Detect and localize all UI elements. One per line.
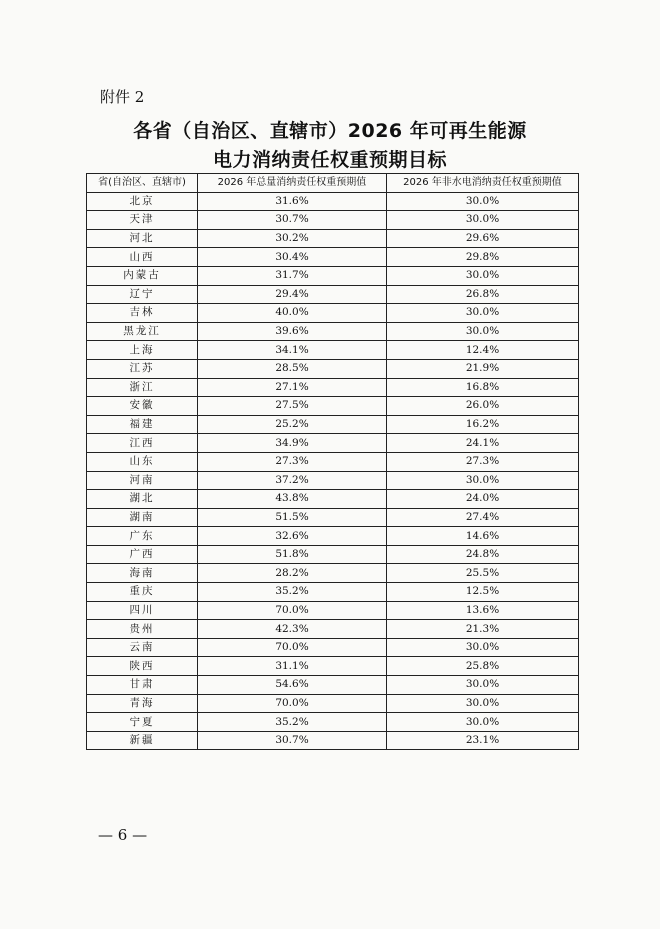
nonhydro-weight-cell: 16.2% [387,415,579,434]
province-cell: 湖北 [87,490,198,509]
province-cell: 上海 [87,341,198,360]
table-row [87,564,579,583]
table-row [87,527,579,546]
province-cell: 河南 [87,471,198,490]
total-weight-cell: 31.1% [198,657,387,676]
province-cell: 山西 [87,248,198,267]
header-total-weight: 2026 年总量消纳责任权重预期值 [198,174,387,193]
table-row [87,397,579,416]
province-cell: 四川 [87,601,198,620]
province-cell: 江苏 [87,359,198,378]
total-weight-cell: 29.4% [198,285,387,304]
nonhydro-weight-cell: 12.5% [387,583,579,602]
province-cell: 天津 [87,211,198,230]
total-weight-cell: 28.2% [198,564,387,583]
nonhydro-weight-cell: 27.4% [387,508,579,527]
province-cell: 吉林 [87,304,198,323]
table-row [87,601,579,620]
total-weight-cell: 70.0% [198,694,387,713]
province-cell: 浙江 [87,378,198,397]
table-row [87,266,579,285]
total-weight-cell: 30.7% [198,731,387,750]
nonhydro-weight-cell: 24.8% [387,545,579,564]
table-row [87,211,579,230]
province-cell: 宁夏 [87,713,198,732]
province-cell: 山东 [87,452,198,471]
table-row [87,490,579,509]
total-weight-cell: 27.1% [198,378,387,397]
header-nonhydro-weight: 2026 年非水电消纳责任权重预期值 [387,174,579,193]
document-title-line2: 电力消纳责任权重预期目标 [212,149,447,171]
table-row [87,229,579,248]
province-cell: 江西 [87,434,198,453]
nonhydro-weight-cell: 30.0% [387,676,579,695]
province-cell: 黑龙江 [87,322,198,341]
province-cell: 广西 [87,545,198,564]
province-cell: 甘肃 [87,676,198,695]
table-row [87,583,579,602]
table-row [87,508,579,527]
province-cell: 重庆 [87,583,198,602]
total-weight-cell: 40.0% [198,304,387,323]
nonhydro-weight-cell: 21.3% [387,620,579,639]
total-weight-cell: 27.5% [198,397,387,416]
total-weight-cell: 39.6% [198,322,387,341]
province-cell: 福建 [87,415,198,434]
nonhydro-weight-cell: 30.0% [387,638,579,657]
nonhydro-weight-cell: 21.9% [387,359,579,378]
nonhydro-weight-cell: 27.3% [387,452,579,471]
table-row [87,322,579,341]
table-row [87,415,579,434]
province-cell: 广东 [87,527,198,546]
table-row [87,248,579,267]
total-weight-cell: 30.7% [198,211,387,230]
province-cell: 河北 [87,229,198,248]
nonhydro-weight-cell: 25.5% [387,564,579,583]
nonhydro-weight-cell: 24.1% [387,434,579,453]
total-weight-cell: 37.2% [198,471,387,490]
table-row [87,545,579,564]
nonhydro-weight-cell: 29.8% [387,248,579,267]
total-weight-cell: 51.8% [198,545,387,564]
nonhydro-weight-cell: 30.0% [387,471,579,490]
total-weight-cell: 30.2% [198,229,387,248]
table-row [87,731,579,750]
table-row [87,359,579,378]
nonhydro-weight-cell: 16.8% [387,378,579,397]
total-weight-cell: 54.6% [198,676,387,695]
nonhydro-weight-cell: 29.6% [387,229,579,248]
total-weight-cell: 35.2% [198,583,387,602]
province-cell: 贵州 [87,620,198,639]
province-cell: 安徽 [87,397,198,416]
weights-table [86,173,579,750]
nonhydro-weight-cell: 30.0% [387,192,579,211]
nonhydro-weight-cell: 30.0% [387,304,579,323]
total-weight-cell: 43.8% [198,490,387,509]
total-weight-cell: 27.3% [198,452,387,471]
total-weight-cell: 35.2% [198,713,387,732]
total-weight-cell: 34.9% [198,434,387,453]
table-header-row [87,174,579,193]
total-weight-cell: 70.0% [198,601,387,620]
province-cell: 新疆 [87,731,198,750]
nonhydro-weight-cell: 30.0% [387,211,579,230]
table-row [87,452,579,471]
nonhydro-weight-cell: 14.6% [387,527,579,546]
province-cell: 陕西 [87,657,198,676]
nonhydro-weight-cell: 26.8% [387,285,579,304]
document-title-line1: 各省（自治区、直辖市）2026 年可再生能源 [133,120,527,142]
table-row [87,434,579,453]
province-cell: 辽宁 [87,285,198,304]
table-row [87,657,579,676]
province-cell: 云南 [87,638,198,657]
nonhydro-weight-cell: 30.0% [387,713,579,732]
table-row [87,694,579,713]
table-row [87,638,579,657]
province-cell: 湖南 [87,508,198,527]
total-weight-cell: 70.0% [198,638,387,657]
nonhydro-weight-cell: 12.4% [387,341,579,360]
total-weight-cell: 31.6% [198,192,387,211]
table-row [87,378,579,397]
table-row [87,304,579,323]
nonhydro-weight-cell: 25.8% [387,657,579,676]
province-cell: 青海 [87,694,198,713]
nonhydro-weight-cell: 30.0% [387,694,579,713]
total-weight-cell: 51.5% [198,508,387,527]
province-cell: 北京 [87,192,198,211]
nonhydro-weight-cell: 30.0% [387,322,579,341]
table-row [87,713,579,732]
nonhydro-weight-cell: 13.6% [387,601,579,620]
nonhydro-weight-cell: 26.0% [387,397,579,416]
total-weight-cell: 42.3% [198,620,387,639]
total-weight-cell: 30.4% [198,248,387,267]
total-weight-cell: 32.6% [198,527,387,546]
page-number: — 6 — [98,826,148,844]
nonhydro-weight-cell: 30.0% [387,266,579,285]
total-weight-cell: 34.1% [198,341,387,360]
nonhydro-weight-cell: 24.0% [387,490,579,509]
attachment-label: 附件 2 [100,88,145,106]
header-province: 省(自治区、直辖市) [87,174,198,193]
total-weight-cell: 28.5% [198,359,387,378]
table-row [87,285,579,304]
total-weight-cell: 31.7% [198,266,387,285]
table-row [87,341,579,360]
table-row [87,192,579,211]
table-row [87,471,579,490]
table-row [87,620,579,639]
table-row [87,676,579,695]
total-weight-cell: 25.2% [198,415,387,434]
province-cell: 内蒙古 [87,266,198,285]
nonhydro-weight-cell: 23.1% [387,731,579,750]
province-cell: 海南 [87,564,198,583]
